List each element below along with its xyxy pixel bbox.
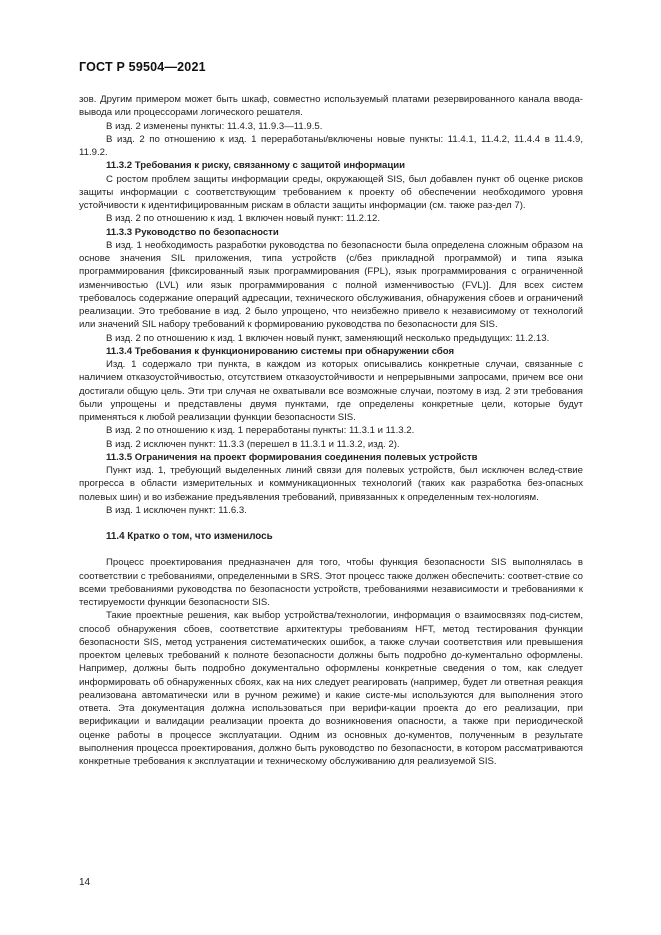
section-title: 11.4 Кратко о том, что изменилось [106,531,273,542]
paragraph: В изд. 2 по отношению к изд. 1 включен новый пункт: 11.2.12. [106,213,380,225]
paragraph: Такие проектные решения, как выбор устройства/технологии, информация о взаимосвязях под-систем, способ обнаружения сбоев, соответствие архитектуры требованиям HFT, метод тестирования функции безопасности SIS, метод устранения систематических ошибок, а также случаи соответствия или превышения проектом целевых требований к полноте безопасности должны быть подробно до-кументально оформлены. Например, должны быть подробно документально оформлены конкретные сведения о том, как следует информировать об обнаруженных сбоях, как на них следует реагировать (например, будет ли ответная реакция реализована автоматически или в ручном режиме) и какие систе-мы используются для выполнения этого ответа. Эта документация должна использоваться при верифи-кации проекта до его реализации, при верификации и валидации реализации проекта до возникновения опасности, а также при периодической оценке работы в процессе эксплуатации. Одним из основных до-кументов, полученным в результате выполнения процесса проектирования, должно быть руководство по безопасности, в котором рассматриваются конкретные требования к эксплуатации и техническому обслуживанию для реализуемой SIS. [79,610,583,767]
page-number: 14 [79,877,91,888]
paragraph: Процесс проектирования предназначен для того, чтобы функция безопасности SIS выполнялась в соответствии с требованиями, определенными в SRS. Этот процесс также должен обеспечить: соответ-ствие со всеми требованиями руководства по безопасности устройств, требованиями независимости и требованиями к тестируемости функции безопасности SIS. [79,557,583,608]
paragraph: Изд. 1 содержало три пункта, в каждом из которых описывались конкретные случаи, связанные с наличием отказоустойчивостью, отсутствием отказоустойчивости и непрерывными запросами, причем все они достигали общую цель. Эти три случая не охватывали все возможные случаи, поэтому в изд. 2 эти требования были упрощены и представлены двумя пунктами, где определены конкретные цели, которые будут применяться к любой реализации функции безопасности SIS. [79,359,583,423]
paragraph: Пункт изд. 1, требующий выделенных линий связи для полевых устройств, был исключен вслед-ствие прогресса в области измерительных и коммуникационных технологий (таких как разработка без-опасных полевых шин) и во избежание предъявления требований, привязанных к определенным тех-нологиям. [79,465,583,503]
section-heading: 11.3.4 Требования к функционированию системы при обнаружении сбоя [106,345,455,357]
section-heading: 11.3.2 Требования к риску, связанному с защитой информации [106,160,406,172]
section-heading: 11.3.3 Руководство по безопасности [106,226,279,238]
paragraph: В изд. 2 исключен пункт: 11.3.3 (перешел в 11.3.1 и 11.3.2, изд. 2). [106,438,400,450]
paragraph: С ростом проблем защиты информации среды, окружающей SIS, был добавлен пункт об оценке рисков защиты информации с соответствующим требованием к проекту об обеспечении необходимого уровня устойчивости к идентифицированным рискам в области защиты информации (см. также раз-дел 7). [79,173,583,211]
paragraph: В изд. 2 по отношению к изд. 1 включен новый пункт, заменяющий несколько предыдущих: 11.2.13. [106,332,550,344]
paragraph: зов. Другим примером может быть шкаф, совместно используемый платами резервированного канала ввода-вывода или процессорами логического решателя. [79,94,583,119]
document-header: ГОСТ Р 59504—2021 [79,60,206,74]
paragraph: В изд. 2 по отношению к изд. 1 переработаны пункты: 11.3.1 и 11.3.2. [106,425,415,437]
paragraph: В изд. 1 необходимость разработки руководства по безопасности была определена сложным образом на основе значения SIL приложения, типа устройств (с/без прикладной программой) и типа языка программирования [фиксированный язык программирования (FPL), язык программирования с ограниченной изменчивостью (LVL) или язык программирования с полной изменчивостью (FVL)]. Для всех систем требовалось содержание операций адресации, технического обслуживания, обнаружения сбоев и ограничений реализации. Это требование в изд. 2 было упрощено, что неизбежно привело к независимому от технологий или значений SIL набору требований к формированию руководства по безопасности для SIS. [79,239,583,331]
paragraph: В изд. 2 изменены пункты: 11.4.3, 11.9.3—11.9.5. [106,120,323,132]
section-heading: 11.3.5 Ограничения на проект формирования соединения полевых устройств [106,451,478,463]
document-body [79,93,583,768]
paragraph: В изд. 2 по отношению к изд. 1 переработаны/включены новые пункты: 11.4.1, 11.4.2, 11.4.4 в 11.4.9, 11.9.2. [79,133,583,158]
paragraph: В изд. 1 исключен пункт: 11.6.3. [106,504,247,516]
